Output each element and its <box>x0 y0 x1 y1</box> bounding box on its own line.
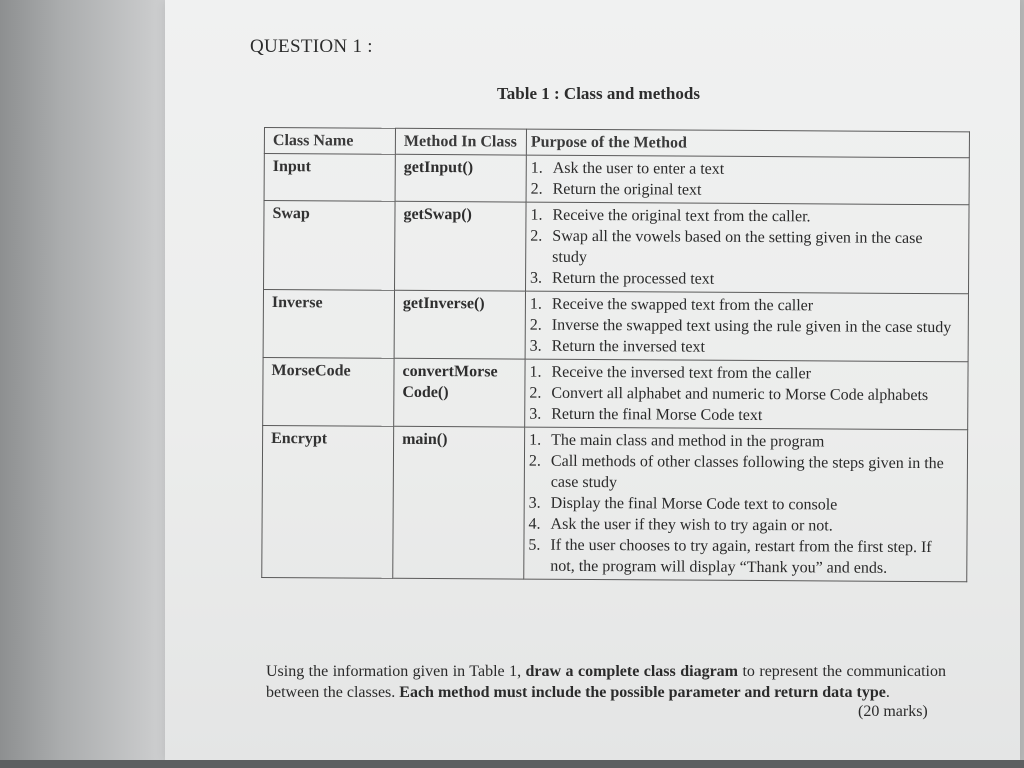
method-cell: convertMorse Code() <box>394 358 525 427</box>
purpose-item <box>530 294 960 318</box>
method-cell: getInverse() <box>394 290 525 359</box>
method-cell: main() <box>393 426 525 579</box>
class-name-cell: Inverse <box>263 290 394 359</box>
purpose-number: 3. <box>530 269 543 287</box>
purpose-text: Return the inversed text <box>551 337 706 356</box>
instructions-text-3: . <box>885 684 890 701</box>
purpose-text: Swap all the vowels based on the setting given in the case study <box>552 227 923 266</box>
method-cell: getInput() <box>395 154 526 202</box>
purpose-text: Return the original text <box>552 180 702 199</box>
header-purpose: Purpose of the Method <box>526 129 969 158</box>
purpose-number: 4. <box>528 515 541 533</box>
purpose-item <box>529 430 959 454</box>
purpose-text: Call methods of other classes following the steps given in the case study <box>550 452 944 492</box>
purpose-text: Ask the user to enter a text <box>552 159 725 178</box>
instructions-bold-1: draw a complete class diagram <box>525 663 738 680</box>
purpose-item <box>531 179 961 203</box>
purpose-item <box>529 404 959 428</box>
purpose-number: 2. <box>530 180 543 198</box>
table-row <box>263 290 968 362</box>
purpose-cell <box>524 427 968 582</box>
purpose-cell <box>526 155 969 205</box>
class-name-cell: Encrypt <box>262 425 394 578</box>
purpose-list <box>530 205 961 292</box>
purpose-number: 2. <box>529 384 542 402</box>
purpose-cell <box>526 202 970 294</box>
purpose-item <box>530 226 960 271</box>
class-name-cell: MorseCode <box>263 357 394 426</box>
class-name-cell: Swap <box>264 201 396 291</box>
purpose-number: 5. <box>528 536 541 554</box>
class-name-cell: Input <box>264 154 395 202</box>
purpose-text: Display the final Morse Code text to console <box>550 494 838 514</box>
purpose-text: Convert all alphabet and numeric to Morse Code alphabets <box>551 384 929 405</box>
purpose-list <box>530 294 960 360</box>
table-row <box>262 425 968 581</box>
purpose-item <box>529 493 959 517</box>
purpose-cell <box>525 291 968 362</box>
table-row <box>264 201 970 294</box>
purpose-list <box>529 362 959 428</box>
instructions-text-2: to represent the communication between the classes. <box>266 663 946 701</box>
table-caption: Table 1 : Class and methods <box>497 84 700 103</box>
purpose-number: 2. <box>529 316 542 334</box>
purpose-text: The main class and method in the program <box>551 431 825 451</box>
purpose-item <box>529 451 959 496</box>
purpose-list <box>531 158 961 203</box>
purpose-number: 1. <box>529 295 542 313</box>
purpose-item <box>529 383 959 407</box>
purpose-text: Receive the original text from the caller. <box>552 206 811 226</box>
question-title: QUESTION 1 : <box>250 36 373 57</box>
purpose-number: 1. <box>529 431 542 449</box>
question-instructions <box>266 661 946 703</box>
method-cell: getSwap() <box>395 201 527 291</box>
purpose-number: 3. <box>529 337 542 355</box>
header-method: Method In Class <box>395 128 526 155</box>
instructions-bold-2: Each method must include the possible parameter and return data type <box>399 684 886 701</box>
table-row <box>263 357 968 429</box>
purpose-item <box>529 362 959 386</box>
purpose-number: 1. <box>530 159 543 177</box>
purpose-number: 2. <box>530 227 543 245</box>
table-row <box>264 154 969 205</box>
purpose-list <box>528 430 959 580</box>
purpose-number: 1. <box>530 206 543 224</box>
purpose-item <box>530 205 960 229</box>
purpose-number: 3. <box>528 494 541 512</box>
purpose-text: Return the processed text <box>552 269 715 288</box>
purpose-item <box>530 268 960 292</box>
purpose-item <box>529 514 959 538</box>
purpose-item <box>528 535 958 580</box>
purpose-item <box>531 158 961 182</box>
purpose-text: Receive the swapped text from the caller <box>551 295 814 315</box>
instructions-text-1: Using the information given in Table 1, <box>266 663 526 680</box>
purpose-text: Receive the inversed text from the caller <box>551 363 811 383</box>
purpose-item <box>530 336 960 360</box>
purpose-number: 2. <box>528 452 542 470</box>
purpose-cell <box>525 359 968 430</box>
purpose-text: Ask the user if they wish to try again or not. <box>550 515 833 535</box>
purpose-number: 3. <box>529 405 542 423</box>
purpose-text: If the user chooses to try again, restart from the first step. If not, the program will display “Thank you” and ends. <box>550 536 932 577</box>
header-class-name: Class Name <box>264 128 395 155</box>
purpose-item <box>530 315 960 339</box>
purpose-text: Inverse the swapped text using the rule given in the case study <box>551 316 952 337</box>
marks-label: (20 marks) <box>858 703 928 720</box>
monitor-bezel <box>0 760 1024 768</box>
class-methods-table <box>261 127 970 582</box>
purpose-text: Return the final Morse Code text <box>551 405 763 425</box>
purpose-number: 1. <box>529 363 542 381</box>
